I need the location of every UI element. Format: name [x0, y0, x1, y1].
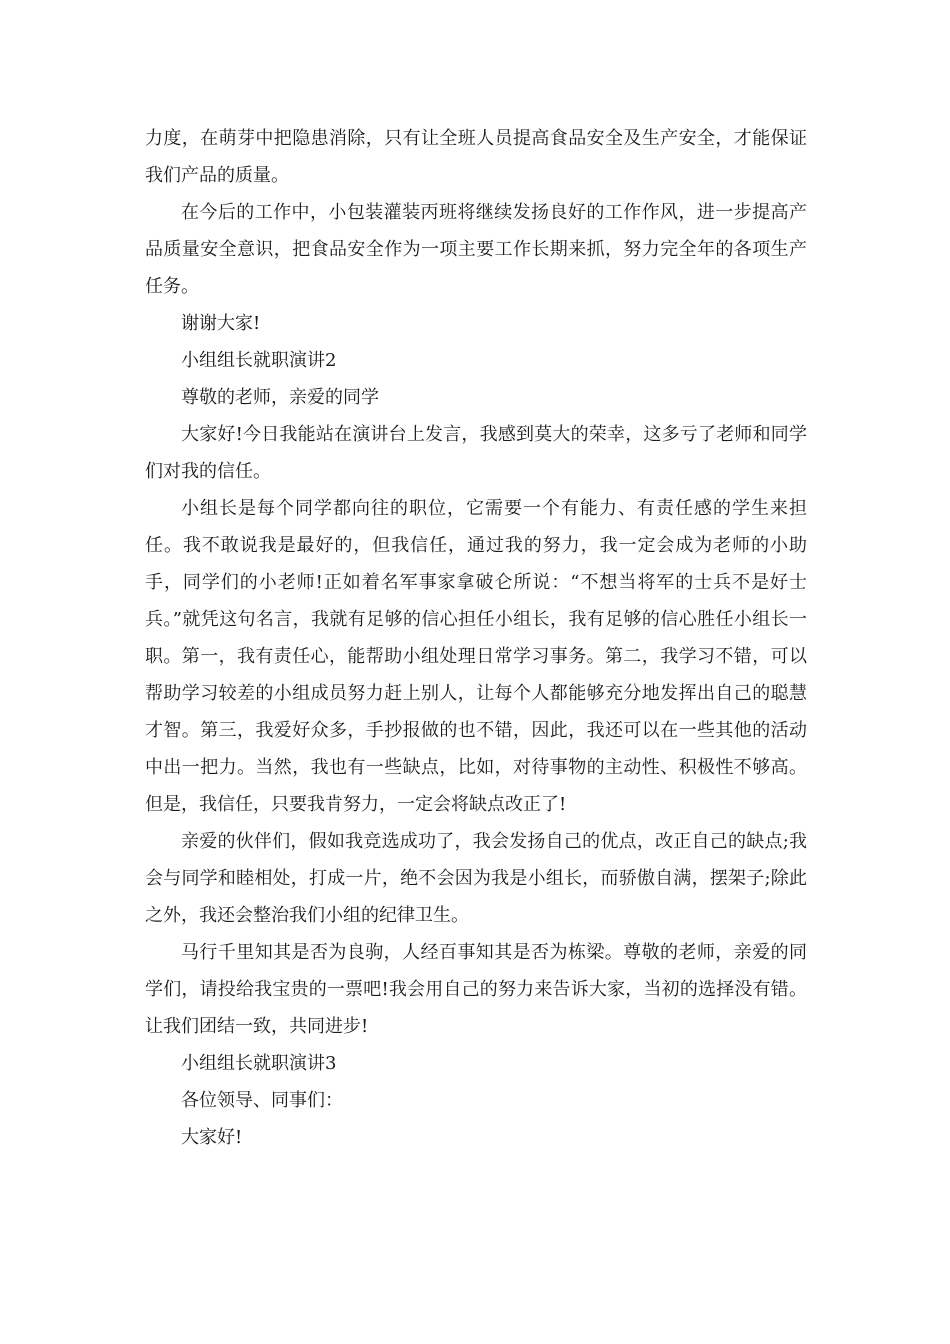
salutation: 各位领导、同事们： [181, 1090, 343, 1111]
paragraph: 小组长是每个同学都向往的职位，它需要一个有能力、有责任感的学生来担任。我不敢说我是最好的，但我信任，通过我的努力，我一定会成为老师的小助手，同学们的小老师!正如着名军事家拿破仑所说：“不想当将军的士兵不是好士兵。”就凭这句名言，我就有足够的信心担任小组长，我有足够的信心胜任小组长一职。第一，我有责任心，能帮助小组处理日常学习事务。第二，我学习不错，可以帮助学习较差的小组成员努力赶上别人，让每个人都能够充分地发挥出自己的聪慧才智。第三，我爱好众多，手抄报做的也不错，因此，我还可以在一些其他的活动中出一把力。当然，我也有一些缺点，比如，对待事物的主动性、积极性不够高。但是，我信任，只要我肯努力，一定会将缺点改正了! [145, 498, 807, 815]
paragraph: 谢谢大家! [181, 313, 261, 334]
paragraph: 亲爱的伙伴们，假如我竞选成功了，我会发扬自己的优点，改正自己的缺点;我会与同学和睦相处，打成一片，绝不会因为我是小组长，而骄傲自满，摆架子;除此之外，我还会整治我们小组的纪律卫生。 [145, 831, 807, 926]
document-body [145, 120, 807, 1156]
paragraph: 力度，在萌芽中把隐患消除，只有让全班人员提高食品安全及生产安全，才能保证我们产品的质量。 [145, 128, 807, 186]
section-heading: 小组组长就职演讲3 [181, 1053, 337, 1074]
section-heading: 小组组长就职演讲2 [181, 350, 337, 371]
paragraph: 大家好!今日我能站在演讲台上发言，我感到莫大的荣幸，这多亏了老师和同学们对我的信任。 [145, 424, 807, 482]
paragraph: 马行千里知其是否为良驹，人经百事知其是否为栋梁。尊敬的老师，亲爱的同学们，请投给我宝贵的一票吧!我会用自己的努力来告诉大家，当初的选择没有错。让我们团结一致，共同进步! [145, 942, 807, 1037]
paragraph: 在今后的工作中，小包装灌装丙班将继续发扬良好的工作作风，进一步提高产品质量安全意识，把食品安全作为一项主要工作长期来抓，努力完全年的各项生产任务。 [145, 202, 807, 297]
salutation: 尊敬的老师，亲爱的同学 [181, 387, 379, 408]
paragraph: 大家好! [181, 1127, 243, 1148]
